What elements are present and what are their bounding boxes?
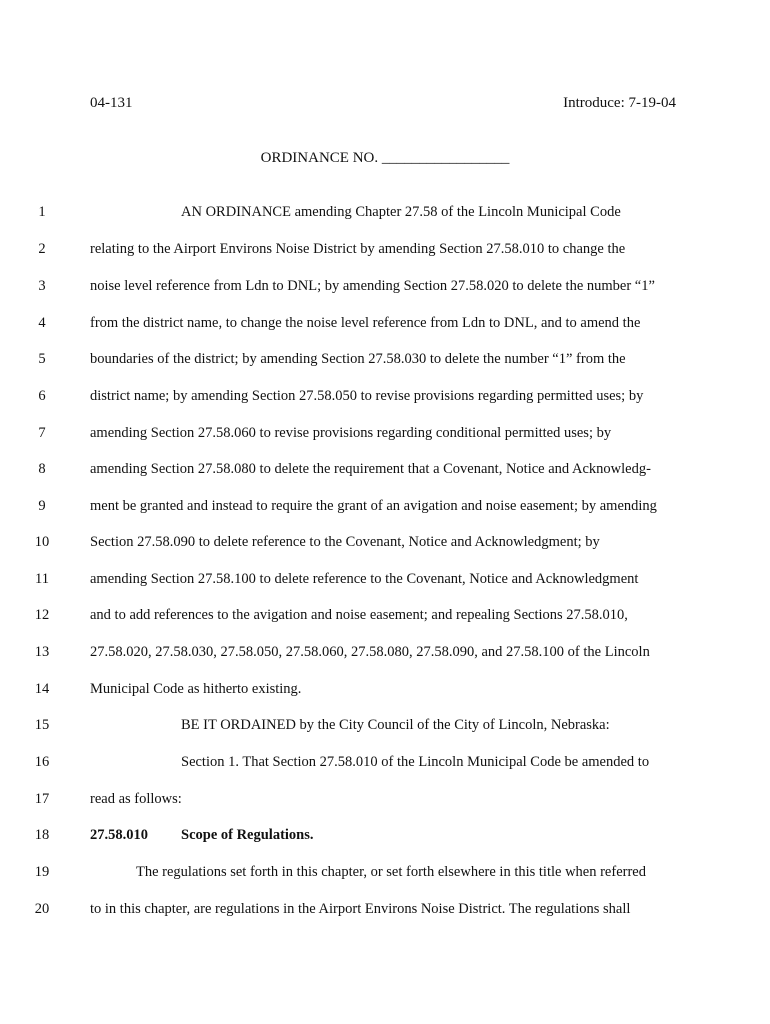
line-text: relating to the Airport Environs Noise District by amending Section 27.58.010 to change the <box>90 241 626 257</box>
line-number: 4 <box>38 315 46 331</box>
line-number: 17 <box>34 791 50 807</box>
line-number: 3 <box>38 278 46 294</box>
line-number: 6 <box>38 388 46 404</box>
text-line <box>0 789 770 809</box>
line-text: district name; by amending Section 27.58.050 to revise provisions regarding permitted uses; by <box>90 388 644 404</box>
line-text: AN ORDINANCE amending Chapter 27.58 of the Lincoln Municipal Code <box>181 204 621 220</box>
introduce-date: Introduce: 7-19-04 <box>563 95 676 111</box>
line-number: 11 <box>35 571 49 587</box>
line-number: 5 <box>38 351 46 367</box>
line-number: 18 <box>34 827 50 843</box>
line-text: amending Section 27.58.060 to revise provisions regarding conditional permitted uses; by <box>90 425 612 441</box>
line-number: 10 <box>34 534 50 550</box>
text-line <box>0 679 770 699</box>
line-text: boundaries of the district; by amending Section 27.58.030 to delete the number “1” from the <box>90 351 626 367</box>
line-text: BE IT ORDAINED by the City Council of the City of Lincoln, Nebraska: <box>181 717 610 733</box>
text-line <box>0 642 770 662</box>
line-number: 15 <box>34 717 50 733</box>
line-number: 19 <box>34 864 50 880</box>
text-line <box>0 313 770 333</box>
line-number: 12 <box>34 607 50 623</box>
section-number: 27.58.010 <box>90 827 148 843</box>
line-text: to in this chapter, are regulations in the Airport Environs Noise District. The regulations shall <box>90 901 631 917</box>
line-text: Municipal Code as hitherto existing. <box>90 681 302 697</box>
section-title: Scope of Regulations. <box>181 827 314 843</box>
text-line <box>0 605 770 625</box>
text-line <box>0 496 770 516</box>
text-line <box>0 276 770 296</box>
section-heading-line <box>0 825 770 845</box>
text-line <box>0 239 770 259</box>
line-number: 20 <box>34 901 50 917</box>
line-number: 8 <box>38 461 46 477</box>
text-line <box>0 715 770 735</box>
line-text: ment be granted and instead to require the grant of an avigation and noise easement; by amending <box>90 498 657 514</box>
text-line <box>0 202 770 222</box>
line-text: 27.58.020, 27.58.030, 27.58.050, 27.58.060, 27.58.080, 27.58.090, and 27.58.100 of the Lincoln <box>90 644 650 660</box>
text-line <box>0 752 770 772</box>
text-line <box>0 532 770 552</box>
line-text: amending Section 27.58.100 to delete reference to the Covenant, Notice and Acknowledgment <box>90 571 639 587</box>
line-number: 9 <box>38 498 46 514</box>
text-line <box>0 423 770 443</box>
line-text: from the district name, to change the noise level reference from Ldn to DNL, and to amend the <box>90 315 641 331</box>
text-line <box>0 459 770 479</box>
line-text: and to add references to the avigation and noise easement; and repealing Sections 27.58.010, <box>90 607 628 623</box>
line-number: 13 <box>34 644 50 660</box>
text-line <box>0 349 770 369</box>
line-text: The regulations set forth in this chapter, or set forth elsewhere in this title when referred <box>136 864 646 880</box>
line-text: amending Section 27.58.080 to delete the requirement that a Covenant, Notice and Acknowledg- <box>90 461 651 477</box>
document-id: 04-131 <box>90 95 133 111</box>
line-number: 2 <box>38 241 46 257</box>
ordinance-title: ORDINANCE NO. _________________ <box>260 150 510 166</box>
line-number: 7 <box>38 425 46 441</box>
text-line <box>0 386 770 406</box>
text-line <box>0 569 770 589</box>
line-text: noise level reference from Ldn to DNL; by amending Section 27.58.020 to delete the number “1” <box>90 278 655 294</box>
line-text: Section 27.58.090 to delete reference to the Covenant, Notice and Acknowledgment; by <box>90 534 600 550</box>
line-number: 16 <box>34 754 50 770</box>
line-number: 1 <box>38 204 46 220</box>
line-text: read as follows: <box>90 791 182 807</box>
text-line <box>0 899 770 919</box>
line-number: 14 <box>34 681 50 697</box>
text-line <box>0 862 770 882</box>
line-text: Section 1. That Section 27.58.010 of the Lincoln Municipal Code be amended to <box>181 754 650 770</box>
